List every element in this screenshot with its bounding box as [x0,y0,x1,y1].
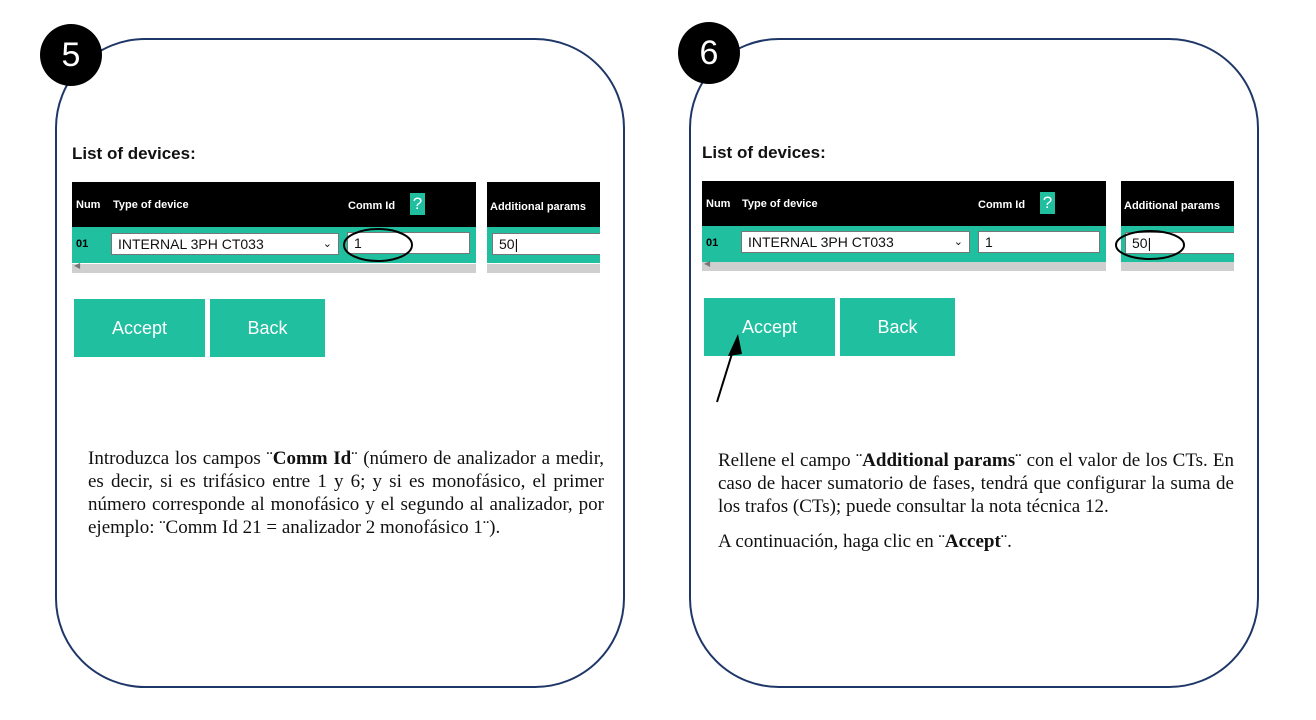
horizontal-scrollbar[interactable] [72,261,476,273]
device-type-select[interactable] [741,231,970,253]
additional-params-scrollbar[interactable] [487,264,600,273]
comm-id-value: 1 [354,235,362,251]
horizontal-scrollbar[interactable] [702,259,1106,271]
additional-params-value: 50 [499,236,515,252]
additional-params-header-box [1121,181,1234,226]
step-5-badge: 5 [40,24,102,86]
step-6-panel [689,38,1259,688]
device-type-value: INTERNAL 3PH CT033 [748,234,894,250]
col-num-header: Num [706,198,731,210]
step-6-description: Rellene el campo ¨Additional params¨ con el valor de los CTs. En caso de hacer sumatorio de fases, tendrá que configurar la suma de los trafos (CTs); puede consultar la nota técnica 12. A continuación, haga clic en ¨Accept¨. [718,450,1235,552]
col-num-header: Num [76,199,101,211]
col-comm-id-header: Comm Id [978,199,1026,211]
accept-button[interactable]: Accept [74,299,205,357]
additional-params-header: Additional params [490,201,586,213]
list-of-devices-title: List of devices: [702,143,826,162]
devices-table-header [72,182,476,227]
additional-params-scrollbar[interactable] [1121,262,1234,271]
additional-params-input[interactable]: 50| [492,233,600,255]
chevron-down-icon: ⌄ [953,236,963,248]
comm-id-input[interactable] [978,231,1100,253]
help-icon[interactable]: ? [1040,192,1055,214]
scroll-left-icon[interactable]: ◀ [74,261,81,270]
comm-id-input[interactable] [347,232,470,254]
step-5-panel [55,38,625,688]
chevron-down-icon: ⌄ [322,238,332,250]
list-of-devices-title: List of devices: [72,144,196,163]
additional-params-header: Additional params [1124,200,1220,212]
col-type-header: Type of device [742,198,818,210]
additional-params-value: 50 [1132,235,1148,251]
accept-button[interactable]: Accept [704,298,835,356]
device-type-value: INTERNAL 3PH CT033 [118,236,264,252]
step-5-description: Introduzca los campos ¨Comm Id¨ (número de analizador a medir, es decir, si es trifásico entre 1 y 6; y si es monofásico, el primer número corresponde al monofásico y el segundo al analizador, por ejemplo: ¨Comm Id 21 = analizador 2 monofásico 1¨). [88,448,605,538]
col-type-header: Type of device [113,199,189,211]
row-num: 01 [706,237,719,249]
additional-params-header-box [487,182,600,227]
devices-table-header [702,181,1106,226]
step-6-badge: 6 [678,22,740,84]
additional-params-input[interactable]: 50| [1125,232,1234,254]
row-num: 01 [76,238,89,250]
col-comm-id-header: Comm Id [348,200,396,212]
back-button[interactable]: Back [840,298,955,356]
comm-id-value: 1 [985,234,993,250]
back-button[interactable]: Back [210,299,325,357]
device-type-select[interactable] [111,233,339,255]
scroll-left-icon[interactable]: ◀ [704,259,711,268]
help-icon[interactable]: ? [410,193,425,215]
